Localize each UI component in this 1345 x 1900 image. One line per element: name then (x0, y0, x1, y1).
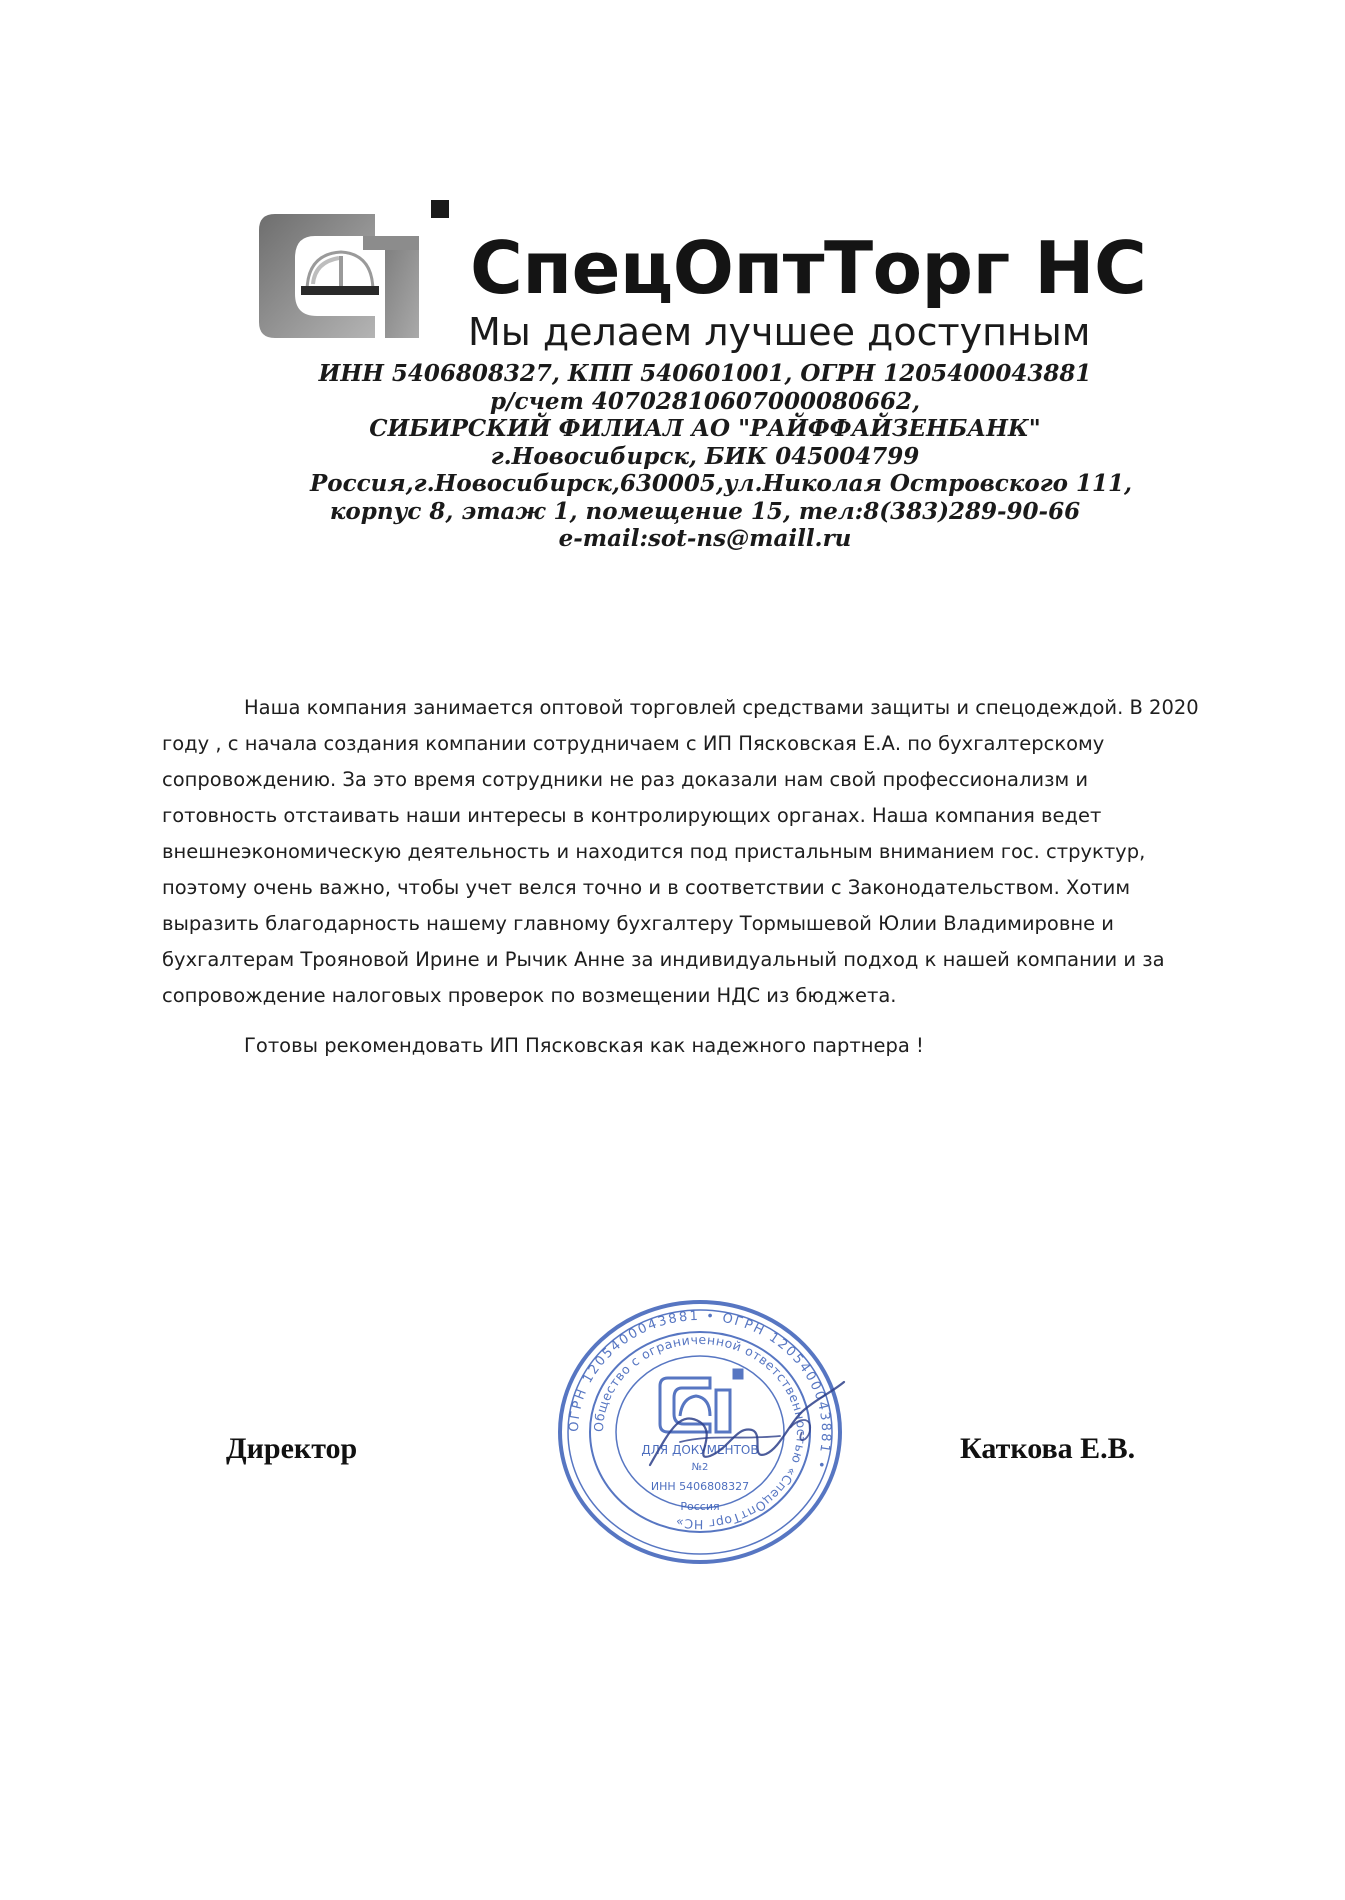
letter-body (162, 690, 1202, 1014)
body-line: внешнеэкономическую деятельность и находится под пристальным вниманием гос. структур, (162, 840, 1146, 863)
signer-position: Директор (226, 1432, 358, 1465)
requisites-line: корпус 8, этаж 1, помещение 15, тел:8(383)289-90-66 (329, 497, 1081, 525)
handwritten-signature (640, 1370, 860, 1490)
stamp-middle-ring-text: Общество с ограниченной ответственностью «СпецОптТорг НС» (590, 1331, 810, 1533)
stamp-country: Россия (680, 1500, 720, 1513)
body-line: сопровождение налоговых проверок по возмещении НДС из бюджета. (162, 984, 897, 1007)
requisites-line: ИНН 5406808327, КПП 540601001, ОГРН 1205400043881 (318, 360, 1092, 387)
stamp-number: №2 (691, 1462, 709, 1473)
company-tagline: Мы делаем лучшее доступным (468, 310, 1091, 354)
signer-name: Каткова Е.В. (960, 1432, 1136, 1465)
body-line: поэтому очень важно, чтобы учет велся точно и в соответствии с Законодательством. Хотим (162, 876, 1131, 899)
requisites-line: Россия,г.Новосибирск,630005,ул.Николая Островского 111, (310, 470, 1133, 497)
recommendation-line: Готовы рекомендовать ИП Пясковская как надежного партнера ! (244, 1034, 924, 1057)
helmet-logo-icon (255, 196, 455, 346)
body-line: сопровождению. За это время сотрудники не раз доказали нам свой профессионализм и (162, 768, 1089, 791)
stamp-inn: ИНН 5406808327 (650, 1480, 750, 1493)
company-name: СпецОптТорг НС (470, 226, 1147, 310)
body-line: бухгалтерам Трояновой Ирине и Рычик Анне за индивидуальный подход к нашей компании и за (162, 948, 1165, 971)
body-line: Наша компания занимается оптовой торговлей средствами защиты и спецодеждой. В 2020 (244, 696, 1199, 719)
stamp-outer-ring-text: ОГРН 1205400043881 • ОГРН 1205400043881 • (566, 1308, 834, 1473)
requisites-line: г.Новосибирск, БИК 045004799 (490, 442, 920, 470)
body-line: готовность отстаивать наши интересы в контролирующих органах. Наша компания ведет (162, 804, 1102, 827)
requisites-line: СИБИРСКИЙ ФИЛИАЛ АО "РАЙФФАЙЗЕНБАНК" (369, 415, 1041, 442)
body-line: году , с начала создания компании сотрудничаем с ИП Пясковская Е.А. по бухгалтерскому (162, 732, 1105, 755)
stamp-center-caption: ДЛЯ ДОКУМЕНТОВ (641, 1443, 759, 1457)
requisites-email: e-mail:sot-ns@maill.ru (558, 525, 852, 552)
company-requisites (310, 360, 1133, 553)
requisites-line: р/счет 40702810607000080662, (490, 387, 920, 415)
body-line: выразить благодарность нашему главному бухгалтеру Тормышевой Юлии Владимировне и (162, 912, 1114, 935)
